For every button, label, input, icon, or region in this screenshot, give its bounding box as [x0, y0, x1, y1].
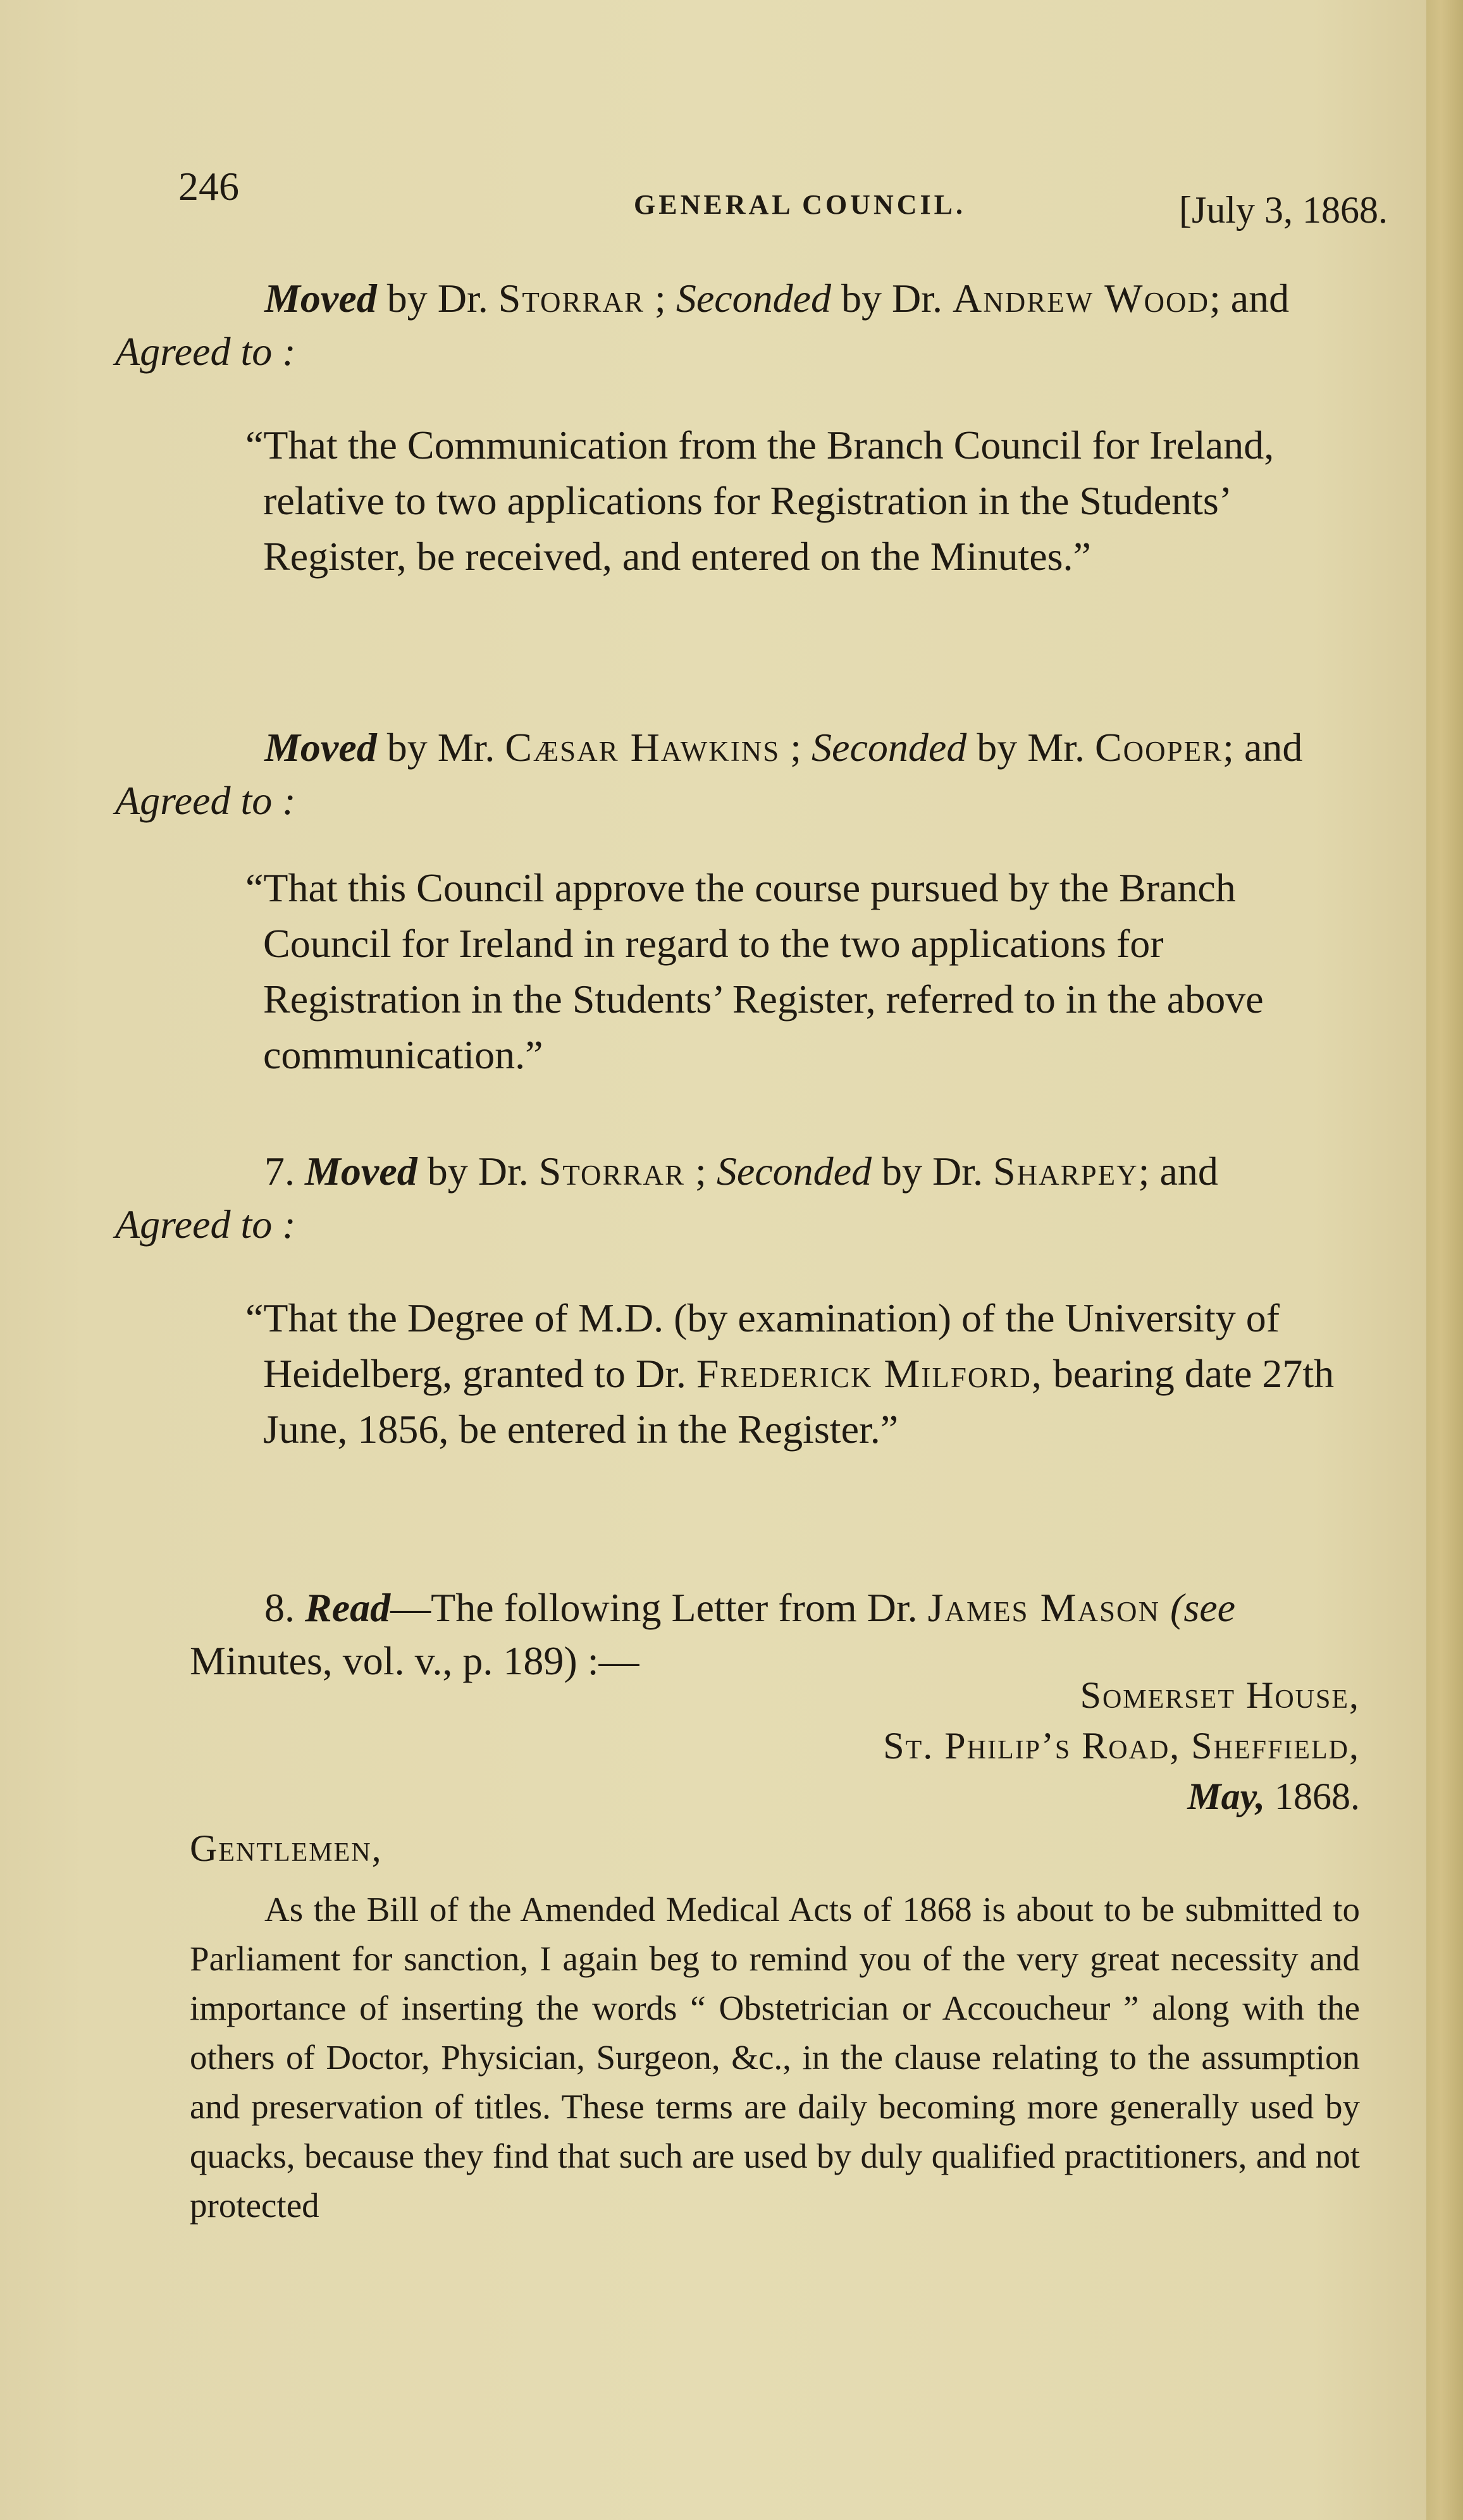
motion-storrar-sharpey: 7. Moved by Dr. Storrar ; Seconded by Dr. Sharpey; and Agreed to :: [115, 1149, 1218, 1247]
page-number: 246: [178, 164, 239, 209]
seconded-label: Seconded: [676, 276, 832, 321]
running-date: [July 3, 1868.: [1179, 189, 1388, 231]
resolution-branch-council-communication: “That the Communication from the Branch Council for Ireland, relative to two applications for Registration in the Students’ Register, be received, and entered on the Minutes.”: [245, 423, 1275, 579]
read-label: Read: [305, 1585, 391, 1630]
resolution-text: bearing date 27th June, 1856, be entered in the Register.”: [263, 1351, 1335, 1452]
resolution-heidelberg-degree: [245, 1290, 1360, 1457]
by-text: by Mr.: [386, 725, 495, 770]
moved-label: Moved: [264, 725, 377, 770]
agreed-label: Agreed to :: [115, 778, 296, 823]
by-text: by Mr.: [977, 725, 1085, 770]
by-text: by Dr.: [386, 276, 488, 321]
motion-hawkins-cooper: Moved by Mr. Cæsar Hawkins ; Seconded by Mr. Cooper; and Agreed to :: [115, 725, 1303, 823]
agreed-label: Agreed to :: [115, 1202, 296, 1247]
mover-name: Storrar: [538, 1149, 686, 1194]
correspondent-name: James Mason: [927, 1585, 1161, 1630]
letter-address: [883, 1670, 1360, 1822]
and-text: ; and: [1209, 276, 1290, 321]
graduate-name: Frederick Milford,: [696, 1351, 1043, 1396]
letter-year: 1868.: [1275, 1776, 1360, 1817]
mover-name: Cæsar Hawkins: [505, 725, 781, 770]
seconder-name: Sharpey: [993, 1149, 1139, 1194]
letter-month: May,: [1187, 1776, 1265, 1817]
resolution-text: “That the Degree of M.D. (by examination) of the University of Heidelberg, granted to Dr.: [245, 1295, 1280, 1396]
page-gutter: [1426, 0, 1463, 2520]
seconder-name: Andrew Wood: [953, 276, 1209, 321]
by-text: by Dr.: [841, 276, 943, 321]
see-label: (see: [1170, 1585, 1236, 1630]
moved-label: Moved: [305, 1149, 417, 1194]
and-text: ; and: [1223, 725, 1303, 770]
mover-name: Storrar: [498, 276, 645, 321]
item-number: 7.: [264, 1149, 295, 1194]
and-text: ; and: [1138, 1149, 1218, 1194]
resolution-approve-course: “That this Council approve the course pursued by the Branch Council for Ireland in regard to the two applications for Registration in the Students’ Register, referred to in the above communication.”: [245, 865, 1264, 1077]
agreed-label: Agreed to :: [115, 329, 296, 374]
letter-body: As the Bill of the Amended Medical Acts of 1868 is about to be submitted to Parliament for sanction, I again beg to remind you of the very great necessity and importance of inserting the words “ Obstetrician or Accoucheur ” along with the others of Doctor, Physician, Surgeon, &c., in the clause relating to the assumption and preservation of titles. These terms are daily becoming more generally used by quacks, because they find that such are used by duly qualified practitioners, and not protected: [190, 1890, 1360, 2225]
motion-storrar-wood: Moved by Dr. Storrar ; Seconded by Dr. Andrew Wood; and Agreed to :: [115, 276, 1290, 374]
letter-date: [883, 1771, 1360, 1822]
item-number: 8.: [264, 1585, 295, 1630]
address-line: Somerset House,: [1080, 1674, 1360, 1716]
letter-greeting: Gentlemen,: [190, 1827, 383, 1869]
by-text: by Dr.: [882, 1149, 984, 1194]
seconded-label: Seconded: [716, 1149, 872, 1194]
seconded-label: Seconded: [812, 725, 967, 770]
address-line: St. Philip’s Road, Sheffield,: [883, 1725, 1360, 1767]
moved-label: Moved: [264, 276, 377, 321]
seconder-name: Cooper: [1094, 725, 1223, 770]
by-text: by Dr.: [427, 1149, 529, 1194]
running-head: [178, 163, 1388, 239]
item-text: —The following Letter from Dr.: [390, 1585, 918, 1630]
running-title: GENERAL COUNCIL.: [634, 189, 966, 220]
item-text: Minutes, vol. v., p. 189) :—: [190, 1638, 639, 1683]
